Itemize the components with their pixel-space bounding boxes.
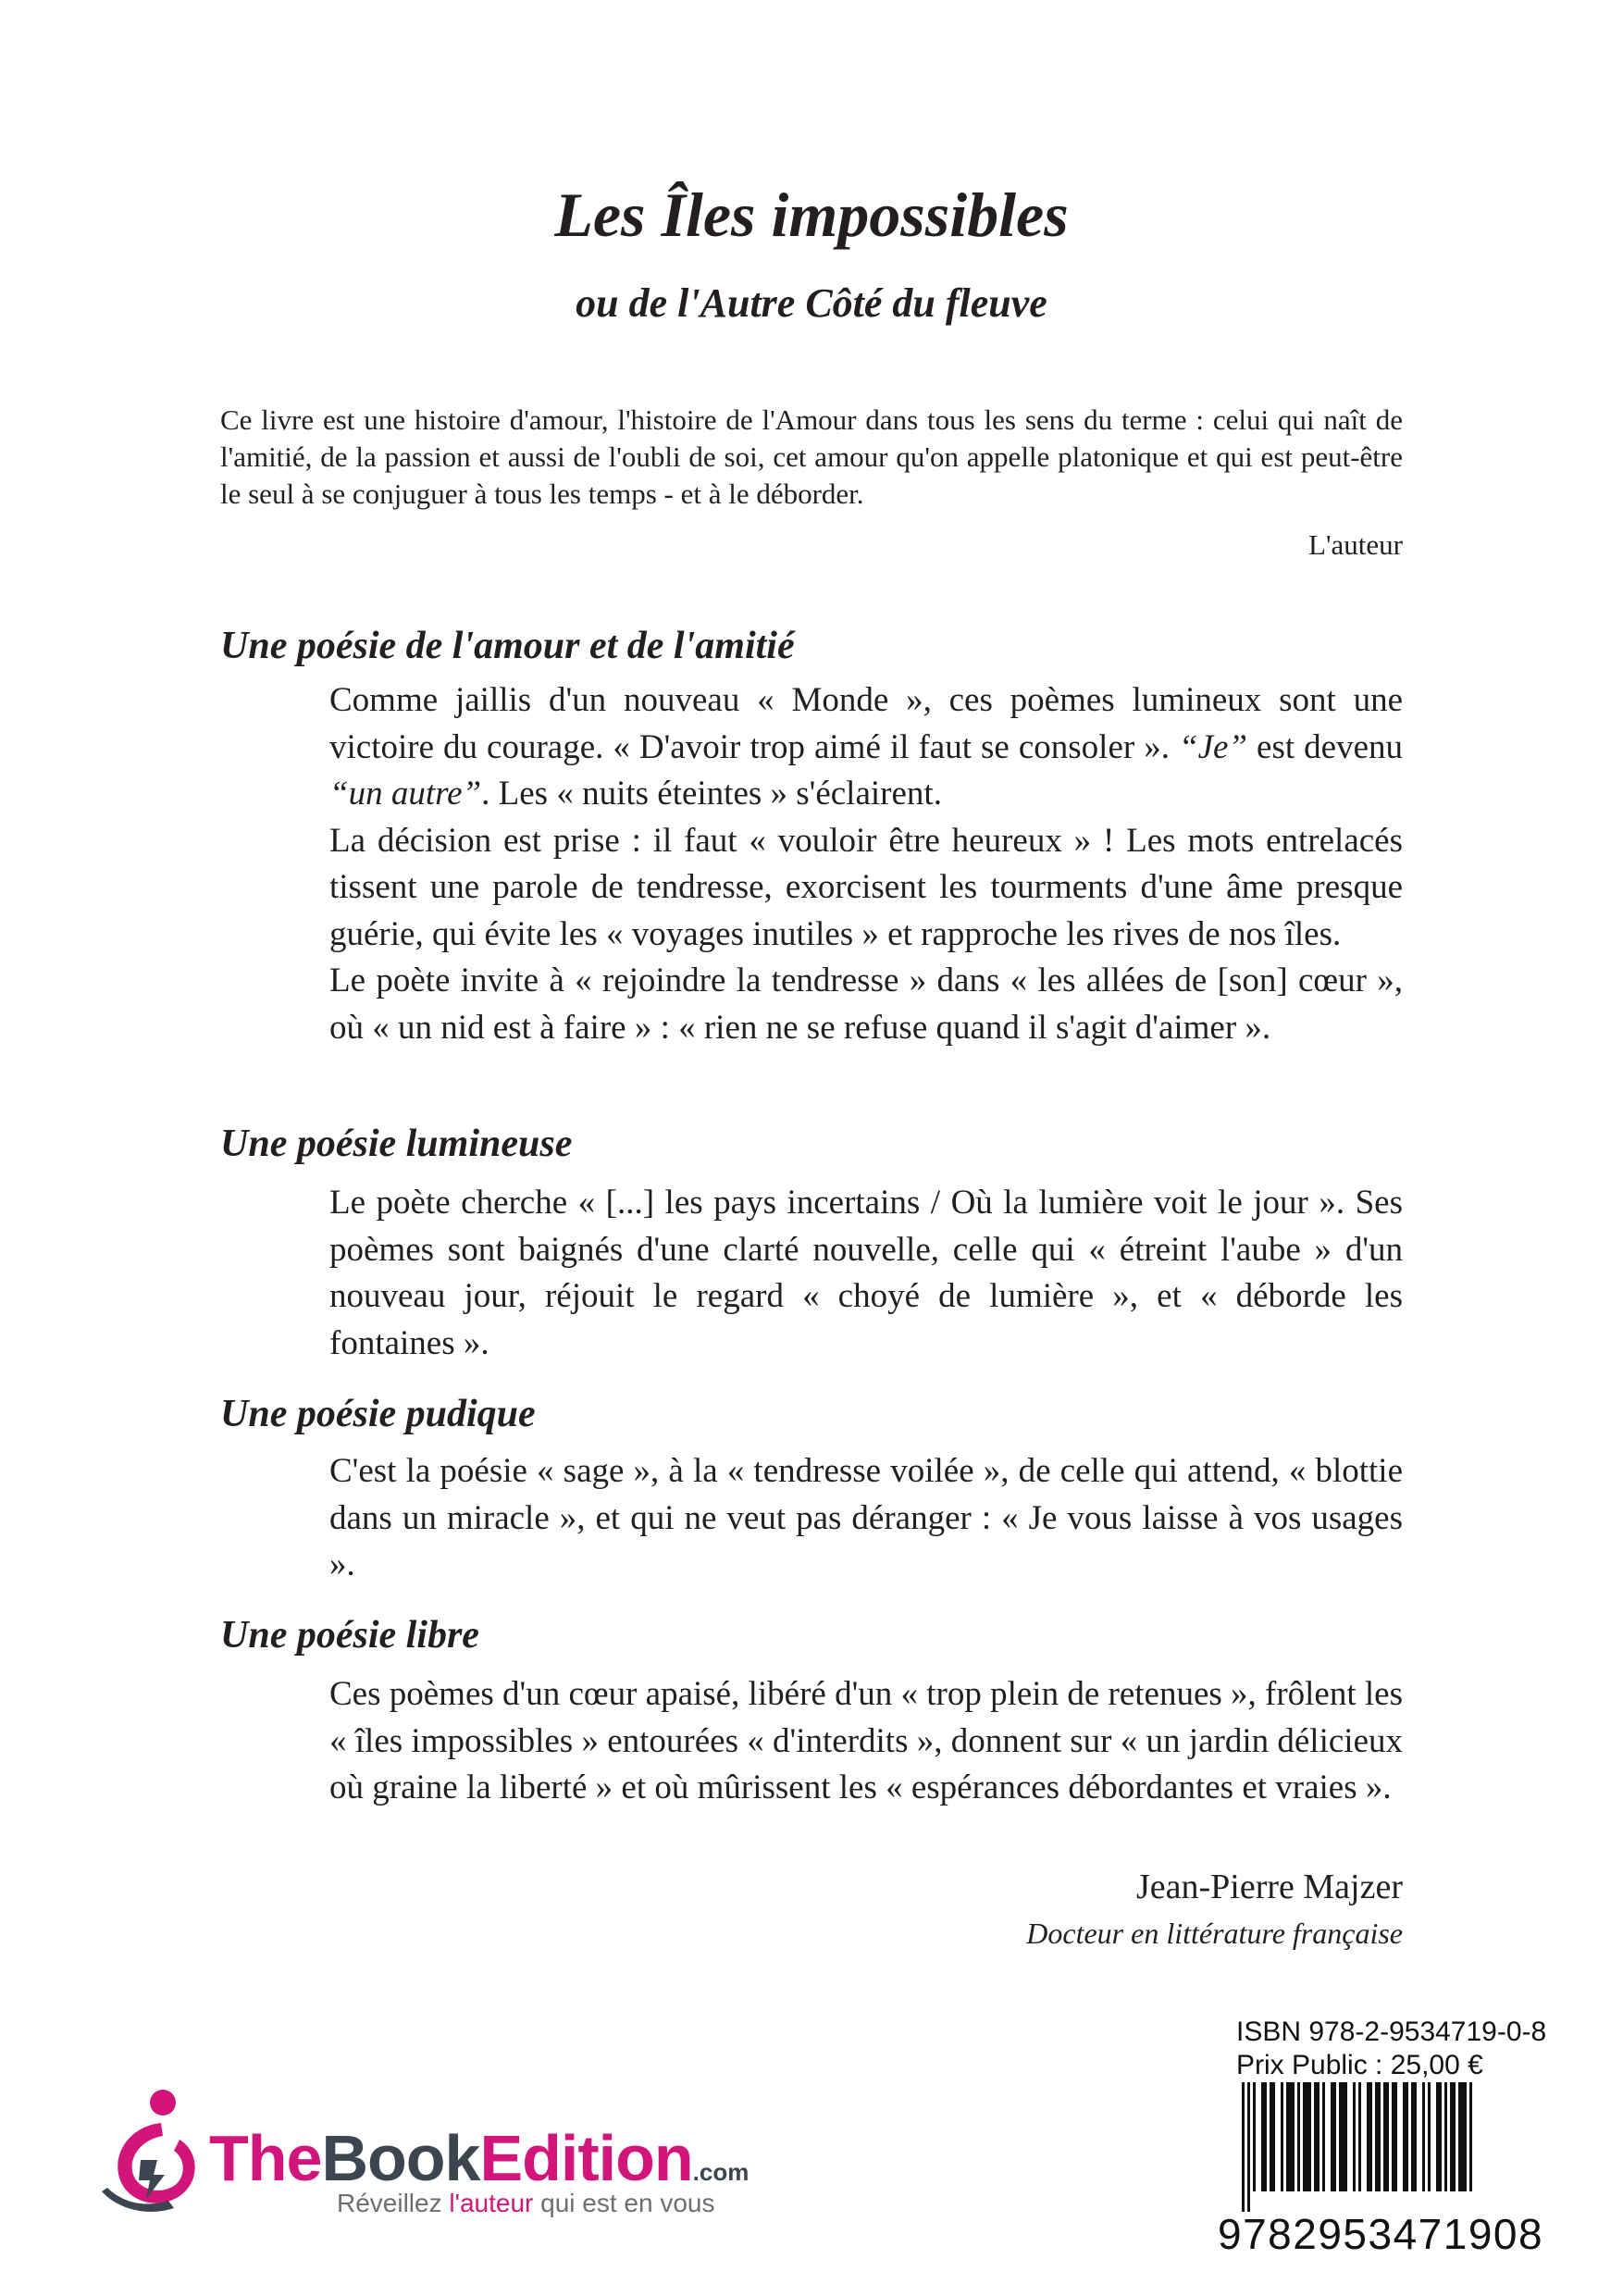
section-heading-pudique: Une poésie pudique: [220, 1393, 536, 1435]
publisher-tagline: [337, 2188, 714, 2219]
publisher-logo: [89, 2082, 829, 2221]
text-run-italic: “Je”: [1179, 727, 1247, 766]
section-body-amour: [329, 677, 1403, 1051]
text-run: . Les « nuits éteintes » s'éclairent.: [481, 775, 942, 813]
section-amour-paragraph-3: Le poète invite à « rejoindre la tendresse » dans « les allées de [son] cœur », où « un nid est à faire » : « rien ne se refuse quand il s'agit d'aimer ».: [329, 962, 1403, 1047]
barcode-digits: 9782953471908: [1218, 2210, 1544, 2258]
tagline-run: Réveillez: [337, 2189, 450, 2217]
public-price: Prix Public : 25,00 €: [1236, 2050, 1483, 2080]
book-subtitle: ou de l'Autre Côté du fleuve: [576, 280, 1047, 326]
section-heading-amour: Une poésie de l'amour et de l'amitié: [220, 625, 795, 667]
tagline-run: qui est en vous: [533, 2189, 715, 2217]
text-run: est devenu: [1247, 727, 1403, 766]
intro-paragraph: Ce livre est une histoire d'amour, l'histoire de l'Amour dans tous les sens du terme : celui qui naît de l'amitié, de la passion et aussi de l'oubli de soi, cet amour qu'on appelle platonique et qui est peut-être le seul à se conjuguer à tous les temps - et à le déborder.: [220, 403, 1403, 510]
publisher-name-com: .com: [692, 2158, 750, 2186]
isbn-block: [1236, 2016, 1547, 2082]
signature-name: Jean-Pierre Majzer: [1135, 1868, 1403, 1906]
publisher-name-edition: Edition: [479, 2122, 693, 2194]
signature-role: Docteur en littérature française: [1026, 1917, 1403, 1950]
section-body-libre: [329, 1671, 1403, 1812]
section-heading-libre: Une poésie libre: [220, 1614, 479, 1657]
section-libre-paragraph: Ces poèmes d'un cœur apaisé, libéré d'un « trop plein de retenues », frôlent les « îles impossibles » entourées « d'interdits », donnent sur « un jardin délicieux où graine la liberté » et où mûrissent les « espérances débordantes et vraies ».: [329, 1675, 1403, 1806]
section-lumineuse-paragraph: Le poète cherche « [...] les pays incertains / Où la lumière voit le jour ». Ses poèmes sont baignés d'une clarté nouvelle, celle qui « étreint l'aube » d'un nouveau jour, réjouit le regard « choyé de lumière », et « déborde les fontaines ».: [329, 1184, 1403, 1362]
section-pudique-paragraph: C'est la poésie « sage », à la « tendresse voilée », de celle qui attend, « blottie dans un miracle », et qui ne veut pas déranger : « Je vous laisse à vos usages ».: [329, 1452, 1403, 1583]
isbn-number: ISBN 978-2-9534719-0-8: [1236, 2017, 1547, 2047]
text-run: Comme jaillis d'un nouveau « Monde », ces poèmes lumineux sont une victoire du courage. « D'avoir trop aimé il faut se consoler ».: [329, 681, 1403, 766]
publisher-name-book: Book: [321, 2122, 480, 2194]
section-amour-paragraph-2: La décision est prise : il faut « vouloir être heureux » ! Les mots entrelacés tissent une parole de tendresse, exorcisent les tourments d'une âme presque guérie, qui évite les « voyages inutiles » et rapproche les rives de nos îles.: [329, 821, 1403, 953]
tagline-accent: l'auteur: [449, 2189, 534, 2217]
person-arrow-logo-icon: [89, 2082, 209, 2221]
section-heading-lumineuse: Une poésie lumineuse: [220, 1123, 573, 1165]
book-title: Les Îles impossibles: [554, 180, 1069, 250]
section-body-pudique: [329, 1448, 1403, 1589]
publisher-name-the: The: [209, 2122, 322, 2194]
text-run-italic: “un autre”: [329, 775, 482, 813]
section-amour-paragraph-1: [329, 677, 1403, 818]
barcode-icon: [1236, 2082, 1542, 2212]
section-body-lumineuse: [329, 1180, 1403, 1367]
intro-author: L'auteur: [1308, 528, 1403, 561]
